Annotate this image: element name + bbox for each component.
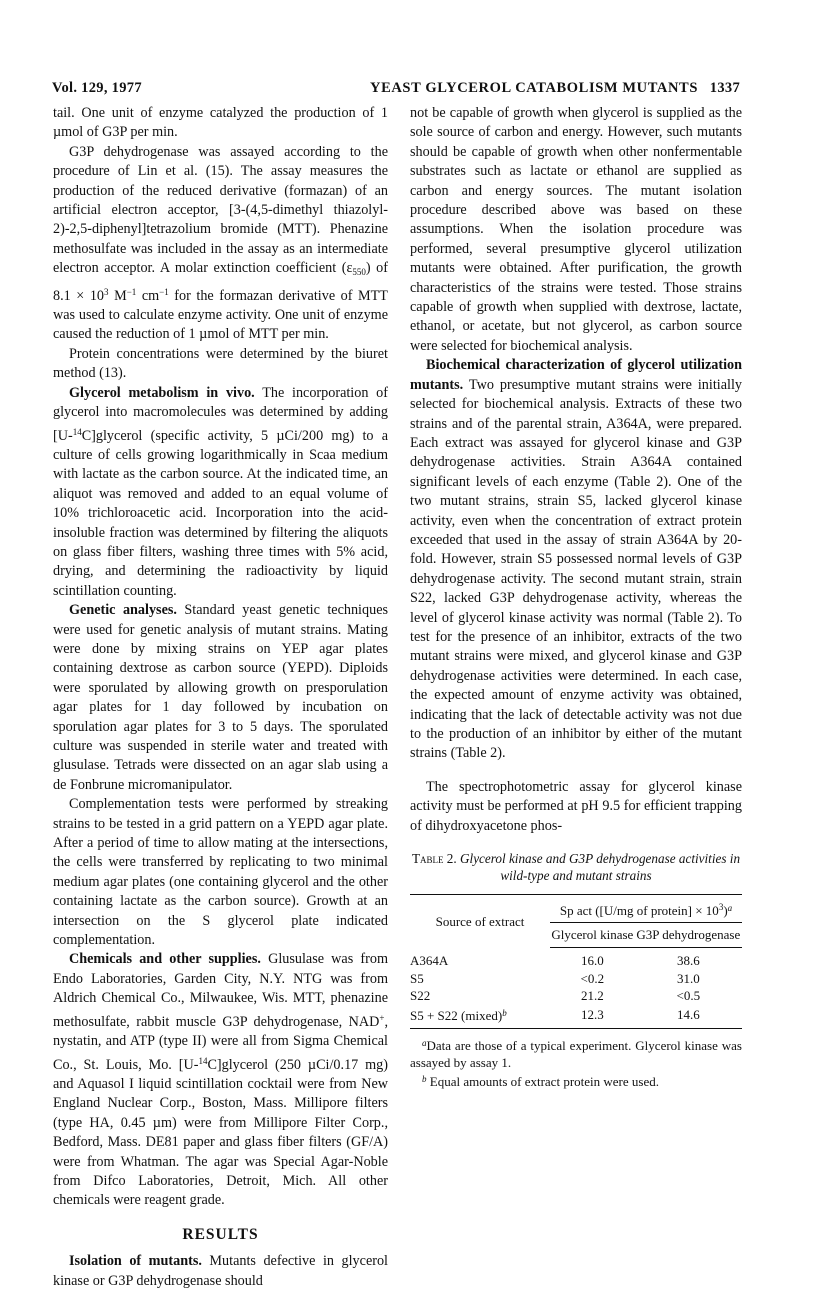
table-row [410,1005,742,1029]
paragraph: tail. One unit of enzyme catalyzed the production of 1 µmol of G3P per min. [53,105,388,141]
running-header [52,80,740,100]
footnote-b: $^b$ Equal amounts of extract protein were used. [422,1074,659,1090]
cell-kinase: <0.2 [580,970,605,986]
left-column [53,104,388,1291]
paragraph-glycerol-metabolism: Glycerol metabolism in vivo. The incorporation of glycerol into macromolecules was determined by adding [U-$^{14}$C]glycerol (specific activity, 5 µCi/200 mg) to a culture of cells growing logarithmically in Scaa medium with lactate as the carbon source. At the indicated time, an aliquot was removed and added to an equal volume of 10% trichloroacetic acid. Incorporation into the acid-insoluble fraction was determined by filtering the aliquots on glass fiber filters, washing three times with 5% acid, drying, and determining the radioactivity by liquid scintillation counting. [53,384,388,599]
paragraph: not be capable of growth when glycerol is supplied as the sole source of carbon and energy. However, such mutants should be capable of growth when other nonfermentable substrates such as lactate or ethanol are supplied as carbon and energy sources. The mutant isolation procedure described above was based on these assumptions. When the isolation procedure was performed, several presumptive glycerol utilization mutants were obtained. After purification, the growth characteristics of the strains were tested. Those strains capable of growth when supplied with dextrose, lactate, ethanol, or acetate, but not glycerol, as carbon source were selected for biochemical analysis. [410,105,742,354]
cell-kinase: 21.2 [580,988,604,1004]
table-label: Table 2. [411,851,457,867]
table-row [410,987,742,1005]
table-caption: Table 2. Glycerol kinase and G3P dehydrogenase activities in wild-type and mutant strains [411,851,741,884]
cell-kinase: 16.0 [580,953,604,969]
run-in-heading: Genetic analyses. [69,602,177,619]
table-footnotes [410,1035,742,1091]
cell-source: S5 + S22 (mixed)$^b$ [410,1007,507,1023]
paragraph-genetic-analyses: Genetic analyses. Standard yeast genetic techniques were used for genetic analysis of mutant strains. Mating were done by mixing strains on YEP agar plates containing dextrose as carbon source (YEPD). Diploids were sporulated by allowing growth on presporulation agar plates for 1 day followed by incubation on sporulation agar plates for 3 to 5 days. The sporulated culture was suspended in sterile water and treated with glusulase. Tetrads were dissected on an agar slab using a de Fonbrune micromanipulator. [53,602,389,793]
footnote-a: $^a$Data are those of a typical experiment. Glycerol kinase was assayed by assay 1. [410,1038,742,1070]
paragraph-biochemical: Biochemical characterization of glycerol utilization mutants. Two presumptive mutant strains were initially selected for biochemical analysis. Extracts of these two strains and of the parental strain, A364A, were prepared. Each extract was assayed for glycerol kinase and G3P dehydrogenase activities. Strain A364A contained significant levels of each enzyme (Table 2). One of the two mutant strains, strain S5, lacked glycerol kinase activity, even when the concentration of extract protein exceeded that used in the assay of strain A364A by 20-fold. However, strain S5 possessed normal levels of G3P dehydrogenase activity. The second mutant strain, strain S22, lacked G3P dehydrogenase activity, whereas the level of glycerol kinase activity was normal (Table 2). To test for the presence of an inhibitor, extracts of the two mutant strains were mixed, and glycerol kinase and G3P dehydrogenase activities were determined. In each case, the expected amount of enzyme activity was obtained, indicating that the lack of detectable activity was not due to the production of an inhibitor by either of the mutant strains (Table 2). [410,357,742,762]
column-header-kinase: Glycerol kinase [550,923,635,948]
column-group-header: Sp act ([U/mg of protein] × $10^3)^a$ [550,895,742,923]
cell-source: S22 [410,988,431,1004]
column-header-source: Source of extract [435,913,525,929]
run-in-heading: Glycerol metabolism in vivo. [69,384,255,401]
cell-source: S5 [410,970,424,986]
volume-info: Vol. 129, 1977 [52,80,142,96]
run-in-heading: Chemicals and other supplies. [69,951,261,968]
paragraph-chemicals: Chemicals and other supplies. Glusulase was from Endo Laboratories, Garden City, N.Y. NTG was from Aldrich Chemical Co., Milwaukee, Wis. MTT, phenazine methosulfate, rabbit muscle G3P dehydrogenase, NAD+, nystatin, and ATP (type II) were all from Sigma Chemical Co., St. Louis, Mo. [U-$^{14}$C]glycerol (250 µCi/0.17 mg) and Aquasol I liquid scintillation cocktail were from New England Nuclear Corp., Boston, Mass. Millipore filters (type HA, 0.45 µm) were from Millipore Filter Corp., Bedford, Mass. DE81 paper and glass fiber filters (GF/A) were from Whatman. The agar was Special Agar-Noble from Difco Laboratories, Detroit, Mich. All other chemicals were reagent grade. [53,951,389,1209]
run-in-heading: Biochemical characterization of glycerol utilization mutants. [410,357,742,393]
cell-g3p: 38.6 [676,953,700,969]
section-heading-results: RESULTS [182,1225,259,1243]
table-row [410,948,742,970]
paragraph: The spectrophotometric assay for glycerol kinase activity must be performed at pH 9.5 for efficient trapping of dihydroxyacetone phos- [410,778,742,834]
page-number: 1337 [709,80,740,96]
running-title: YEAST GLYCEROL CATABOLISM MUTANTS [370,80,698,96]
paragraph-isolation: Isolation of mutants. Mutants defective in glycerol kinase or G3P dehydrogenase should [53,1253,388,1289]
paragraph-g3p-assay: G3P dehydrogenase was assayed according to the procedure of Lin et al. (15). The assay measures the production of the reduced derivative (formazan) of an artificial electron acceptor, [3-(4,5-dimethyl thiazolyl-2)-2,5-diphenyl]tetrazolium bromide (MTT). Phenazine methosulfate was included in the assay as an intermediate electron acceptor. A molar extinction coefficient $(\varepsilon_{550})$ of $8.1 \times 10^3$ $M^{-1}$ $cm^{-1}$ for the formazan derivative of MTT was used to calculate enzyme activity. One unit of enzyme caused the reduction of 1 µmol of MTT per min. [53,143,389,343]
cell-g3p: 31.0 [676,970,700,986]
cell-source: A364A [410,952,449,968]
column-header-g3p: G3P dehydrogenase [635,923,742,948]
table-2 [410,894,742,1029]
cell-g3p: 14.6 [676,1006,700,1022]
table-row [410,970,742,988]
right-column [410,104,742,1091]
cell-kinase: 12.3 [580,1006,604,1022]
paragraph: Protein concentrations were determined by the biuret method (13). [53,345,388,382]
paragraph: Complementation tests were performed by streaking strains to be tested in a grid pattern on a YEPD agar plate. After a period of time to allow mating at the intersections, the cells were transferred by replicating to two minimal medium agar plates (one containing glycerol and the other containing lactate as the carbon source). Growth at an intersection on the S glycerol plate indicated complementation. [53,796,388,949]
cell-g3p: <0.5 [676,988,701,1004]
run-in-heading: Isolation of mutants. [69,1253,202,1270]
